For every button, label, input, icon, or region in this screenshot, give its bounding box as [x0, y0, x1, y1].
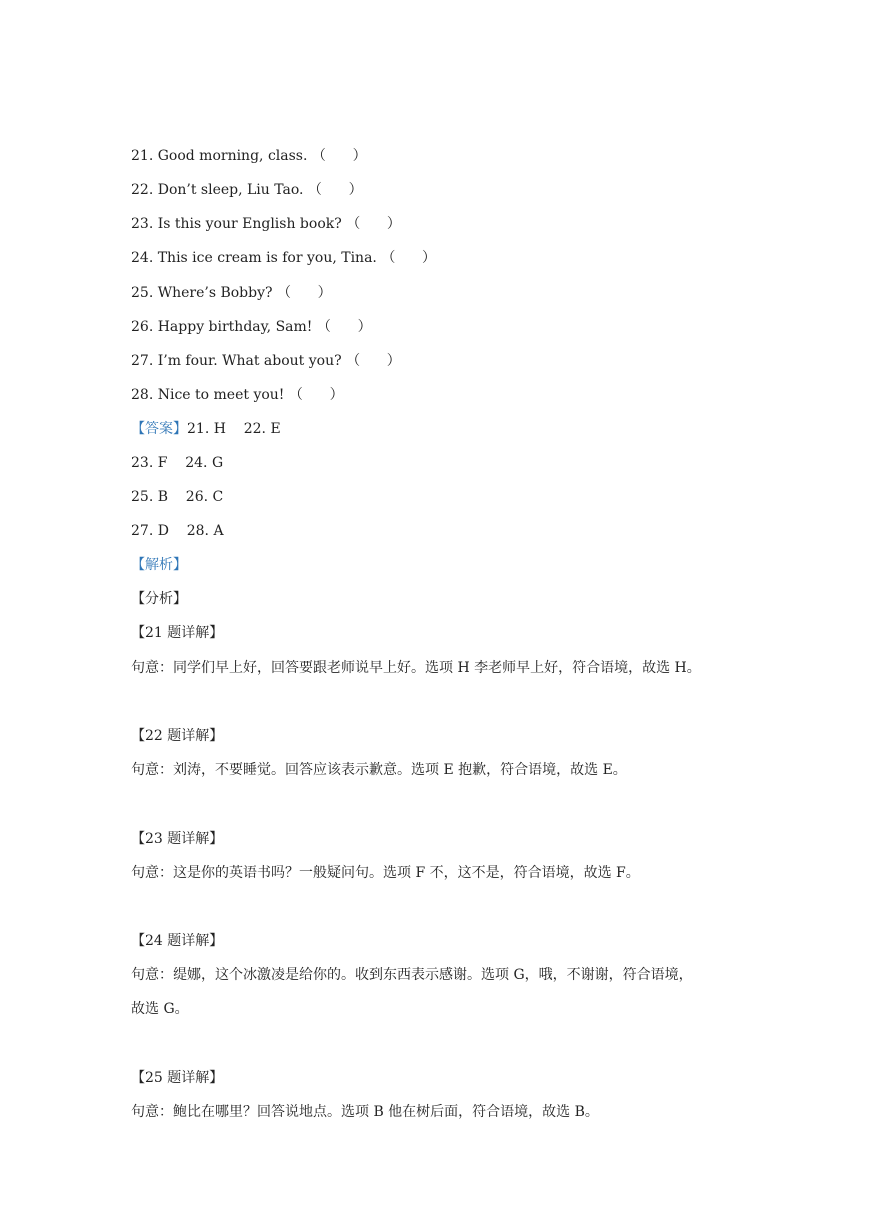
detail-25-heading: 【25 题详解】: [131, 1070, 224, 1086]
detail-24-heading: 【24 题详解】: [131, 933, 224, 949]
detail-25-text: 句意：鲍比在哪里？回答说地点。选项 B 他在树后面，符合语境，故选 B。: [131, 1104, 599, 1120]
detail-24-text: 句意：缇娜，这个冰激凌是给你的。收到东西表示感谢。选项 G，哦，不谢谢，符合语境，: [131, 967, 693, 983]
detail-22-heading: 【22 题详解】: [131, 728, 224, 744]
answer-label: 【答案】: [131, 421, 187, 437]
question-25: 25. Where’s Bobby? （ ）: [131, 285, 332, 301]
detail-21-heading: 【21 题详解】: [131, 625, 224, 641]
answer-values: 21. H 22. E: [187, 421, 281, 437]
question-21: 21. Good morning, class. （ ）: [131, 148, 367, 164]
detail-23-heading: 【23 题详解】: [131, 831, 224, 847]
question-24: 24. This ice cream is for you, Tina. （ ）: [131, 250, 437, 266]
question-23: 23. Is this your English book? （ ）: [131, 216, 401, 232]
answer-line-3: 25. B 26. C: [131, 489, 224, 505]
question-28: 28. Nice to meet you! （ ）: [131, 387, 344, 403]
question-26: 26. Happy birthday, Sam! （ ）: [131, 319, 372, 335]
analysis-heading: 【分析】: [131, 591, 187, 607]
question-27: 27. I’m four. What about you? （ ）: [131, 353, 401, 369]
analysis-label: 【解析】: [131, 557, 187, 573]
question-22: 22. Don’t sleep, Liu Tao. （ ）: [131, 182, 363, 198]
detail-21-text: 句意：同学们早上好，回答要跟老师说早上好。选项 H 李老师早上好，符合语境，故选 H。: [131, 660, 701, 676]
answer-line-1: [131, 420, 281, 438]
answer-line-2: 23. F 24. G: [131, 455, 224, 471]
detail-23-text: 句意：这是你的英语书吗？一般疑问句。选项 F 不，这不是，符合语境，故选 F。: [131, 865, 640, 881]
detail-22-text: 句意：刘涛，不要睡觉。回答应该表示歉意。选项 E 抱歉，符合语境，故选 E。: [131, 762, 627, 778]
detail-24-text-cont: 故选 G。: [131, 1001, 189, 1017]
answer-line-4: 27. D 28. A: [131, 523, 224, 539]
